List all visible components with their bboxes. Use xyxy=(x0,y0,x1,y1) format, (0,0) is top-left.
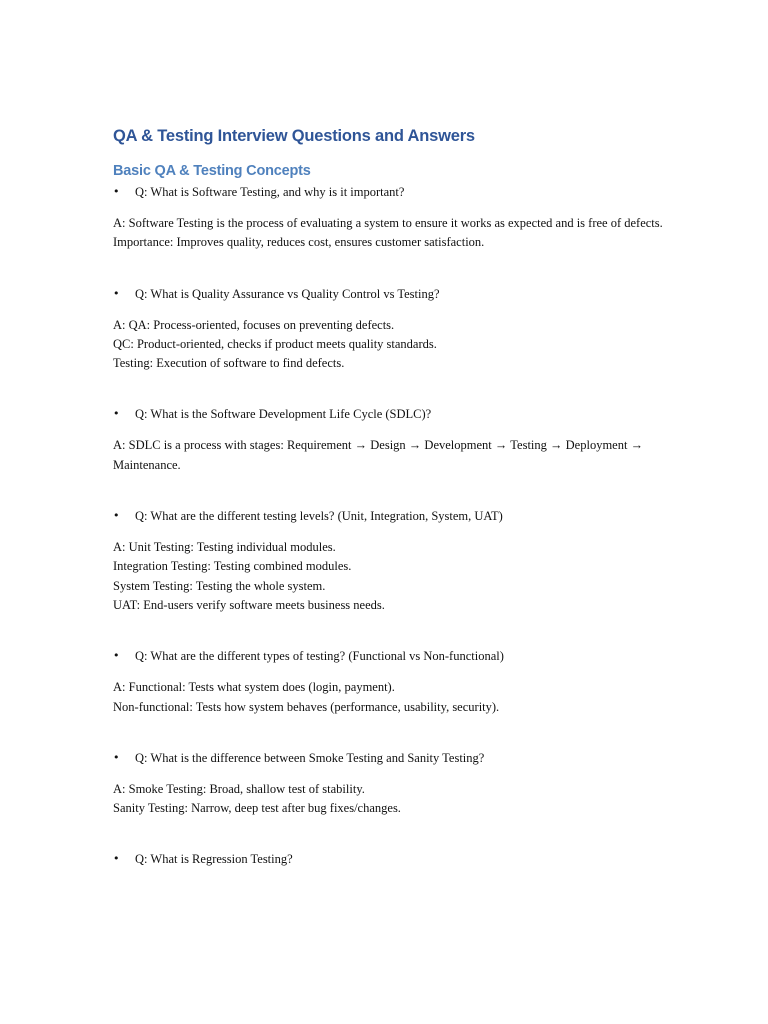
answer-block xyxy=(113,538,673,615)
spacer xyxy=(113,717,673,748)
question-text xyxy=(113,284,673,304)
question-label: Q: What is the difference between Smoke Testing and Sanity Testing? xyxy=(135,750,485,765)
answer-line: System Testing: Testing the whole system. xyxy=(113,578,326,593)
bullet-icon: • xyxy=(113,286,120,300)
qa-item xyxy=(113,748,673,819)
spacer xyxy=(113,615,673,646)
qa-item xyxy=(113,284,673,374)
answer-line: UAT: End-users verify software meets business needs. xyxy=(113,597,385,612)
question-text xyxy=(113,849,673,869)
bullet-icon: • xyxy=(113,407,120,421)
question-text xyxy=(113,506,673,526)
question-text xyxy=(113,182,673,202)
answer-line: A: SDLC is a process with stages: Requirement → Design → Development → Testing → Deployment → Maintenance. xyxy=(113,438,644,472)
question-label: Q: What is Regression Testing? xyxy=(135,852,293,867)
qa-item xyxy=(113,182,673,253)
answer-line: A: Smoke Testing: Broad, shallow test of stability. xyxy=(113,781,365,796)
answer-line: Non-functional: Tests how system behaves (performance, usability, security). xyxy=(113,699,500,714)
spacer xyxy=(113,818,673,849)
answer-line: Integration Testing: Testing combined modules. xyxy=(113,559,352,574)
answer-line: A: Unit Testing: Testing individual modules. xyxy=(113,540,336,555)
answer-line: Importance: Improves quality, reduces cost, ensures customer satisfaction. xyxy=(113,235,485,250)
question-label: Q: What is Quality Assurance vs Quality Control vs Testing? xyxy=(135,286,440,301)
bullet-icon: • xyxy=(113,185,120,198)
answer-block xyxy=(113,436,673,475)
answer-line: A: QA: Process-oriented, focuses on preventing defects. xyxy=(113,317,395,332)
answer-block xyxy=(113,678,673,717)
answer-block xyxy=(113,780,673,819)
answer-line: Sanity Testing: Narrow, deep test after bug fixes/changes. xyxy=(113,801,401,816)
answer-line: A: Functional: Tests what system does (login, payment). xyxy=(113,680,395,695)
answer-line: Testing: Execution of software to find defects. xyxy=(113,356,345,371)
question-text xyxy=(113,404,673,424)
answer-block xyxy=(113,316,673,374)
spacer xyxy=(113,475,673,506)
qa-list xyxy=(113,182,673,869)
answer-line: QC: Product-oriented, checks if product meets quality standards. xyxy=(113,336,437,351)
answer-block xyxy=(113,214,673,253)
question-text xyxy=(113,748,673,768)
question-label: Q: What are the different types of testing? (Functional vs Non-functional) xyxy=(135,649,504,664)
bullet-icon: • xyxy=(113,852,120,866)
spacer xyxy=(113,373,673,404)
question-label: Q: What is Software Testing, and why is it important? xyxy=(135,185,405,199)
answer-line: A: Software Testing is the process of evaluating a system to ensure it works as expected and is free of defects. xyxy=(113,216,663,230)
document-page xyxy=(113,124,673,869)
bullet-icon: • xyxy=(113,649,120,663)
question-label: Q: What is the Software Development Life Cycle (SDLC)? xyxy=(135,407,432,422)
qa-item xyxy=(113,404,673,475)
question-text xyxy=(113,646,673,666)
section-heading: Basic QA & Testing Concepts xyxy=(113,163,311,179)
qa-item xyxy=(113,646,673,717)
question-label: Q: What are the different testing levels? (Unit, Integration, System, UAT) xyxy=(135,509,503,524)
qa-item xyxy=(113,849,673,869)
bullet-icon: • xyxy=(113,509,120,523)
qa-item xyxy=(113,506,673,615)
document-title: QA & Testing Interview Questions and Answers xyxy=(113,127,475,145)
bullet-icon: • xyxy=(113,750,120,764)
spacer xyxy=(113,253,673,284)
